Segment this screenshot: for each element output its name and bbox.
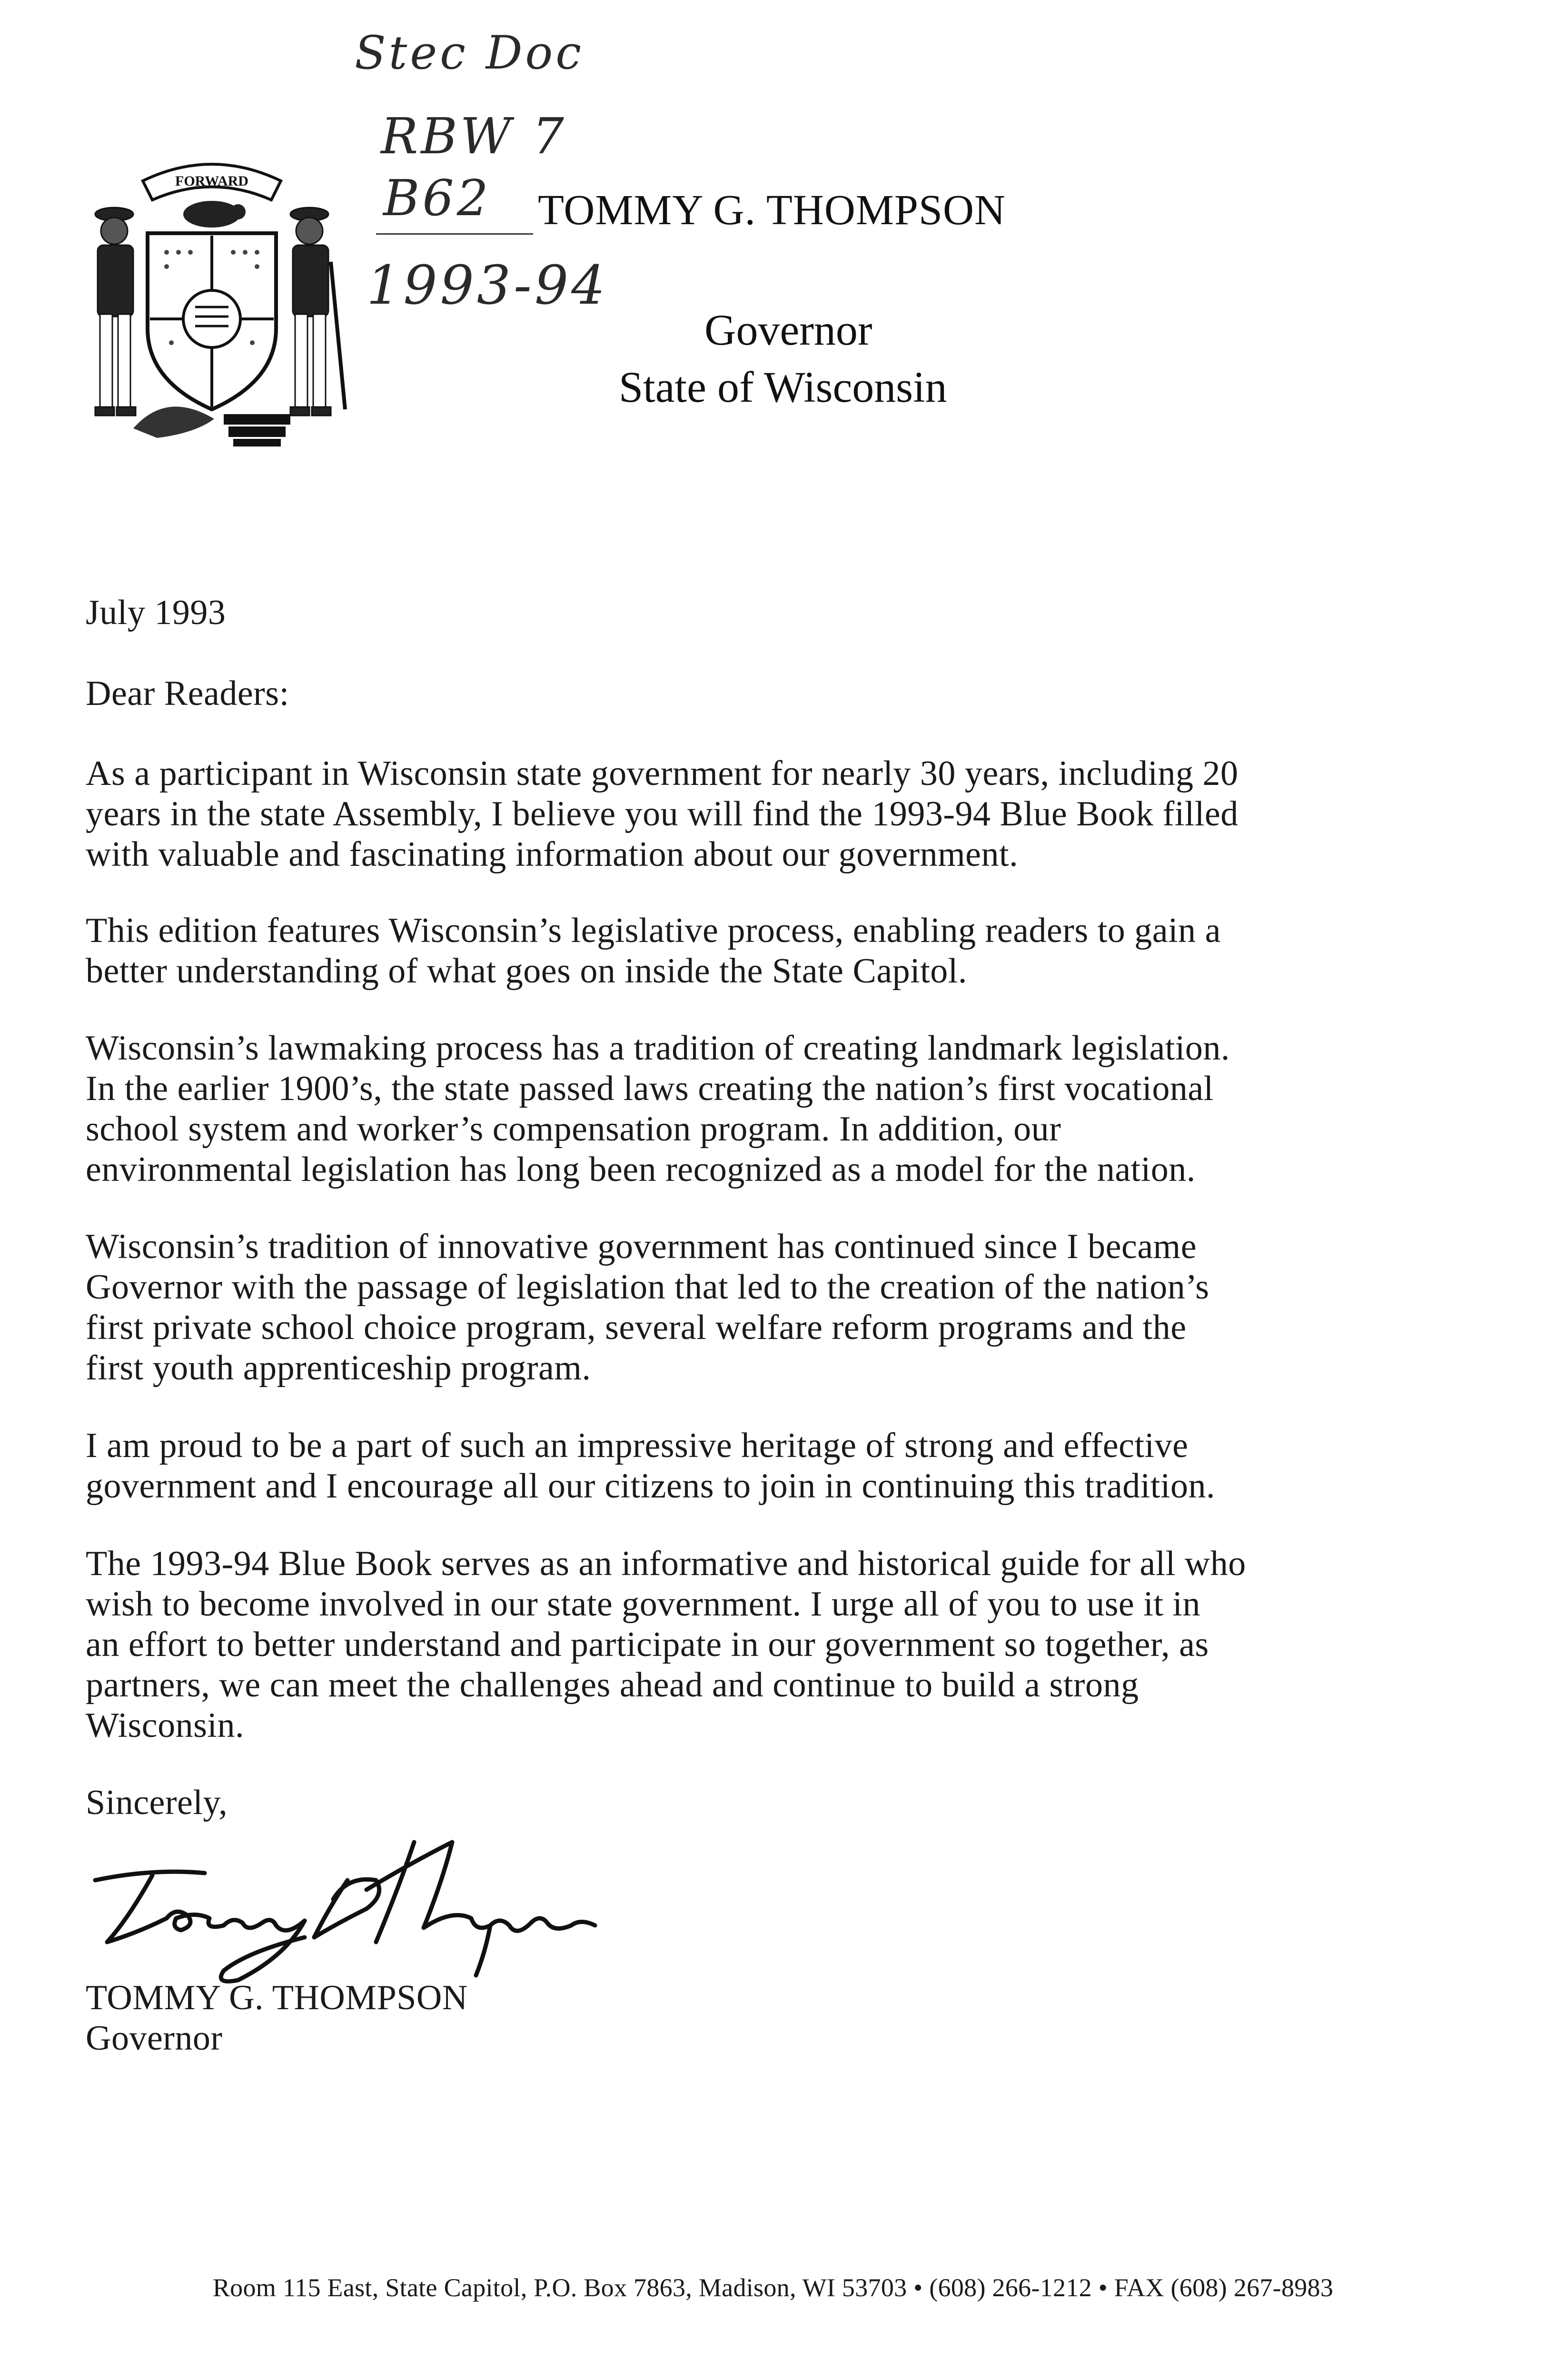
footer-address: Room 115 East, State Capitol, P.O. Box 7863, Madison, WI 53703 bbox=[212, 2273, 907, 2302]
paragraph-line: Governor with the passage of legislation that led to the creation of the nation’s bbox=[86, 1268, 1209, 1307]
bullet-separator: • bbox=[913, 2273, 923, 2302]
salutation: Dear Readers: bbox=[86, 674, 289, 713]
footer-phone: (608) 266-1212 bbox=[929, 2273, 1092, 2302]
paragraph-line: Wisconsin’s tradition of innovative government has continued since I became bbox=[86, 1227, 1197, 1266]
paragraph-line: As a participant in Wisconsin state government for nearly 30 years, including 20 bbox=[86, 754, 1239, 793]
footer-fax: FAX (608) 267-8983 bbox=[1114, 2273, 1334, 2302]
paragraph-line: better understanding of what goes on inside the State Capitol. bbox=[86, 952, 967, 991]
paragraph-line: partners, we can meet the challenges ahead and continue to build a strong bbox=[86, 1666, 1139, 1705]
paragraph-line: Wisconsin. bbox=[86, 1706, 244, 1745]
paragraph bbox=[86, 1227, 1380, 1388]
letterhead-title: Governor bbox=[704, 306, 872, 354]
footer-contact bbox=[0, 2273, 1546, 2302]
handwritten-annotation: RBW 7 bbox=[381, 107, 567, 165]
paragraph bbox=[86, 911, 1380, 992]
wisconsin-seal-icon bbox=[71, 143, 352, 447]
closing: Sincerely, bbox=[86, 1783, 228, 1822]
paragraph-line: The 1993-94 Blue Book serves as an informative and historical guide for all who bbox=[86, 1544, 1246, 1583]
handwritten-annotation: 1993-94 bbox=[367, 255, 608, 317]
annotation-underline bbox=[376, 233, 533, 235]
paragraph-line: wish to become involved in our state government. I urge all of you to use it in bbox=[86, 1585, 1200, 1624]
handwritten-annotation: Stec Doc bbox=[355, 26, 584, 79]
paragraph-line: In the earlier 1900’s, the state passed laws creating the nation’s first vocational bbox=[86, 1069, 1214, 1108]
paragraph-line: years in the state Assembly, I believe you will find the 1993-94 Blue Book filled bbox=[86, 794, 1239, 833]
paragraph-line: government and I encourage all our citizens to join in continuing this tradition. bbox=[86, 1467, 1215, 1506]
signature-image bbox=[81, 1823, 600, 1985]
signer-title: Governor bbox=[86, 2019, 223, 2058]
letter-date: July 1993 bbox=[86, 593, 226, 632]
paragraph-line: an effort to better understand and participate in our government so together, as bbox=[86, 1625, 1209, 1664]
handwritten-annotation: B62 bbox=[383, 169, 491, 227]
paragraph bbox=[86, 1544, 1380, 1746]
paragraph bbox=[86, 754, 1380, 875]
signer-name: TOMMY G. THOMPSON bbox=[86, 1978, 468, 2017]
paragraph bbox=[86, 1426, 1380, 1507]
letterhead-name: TOMMY G. THOMPSON bbox=[538, 187, 1006, 234]
paragraph bbox=[86, 1028, 1380, 1190]
seal-banner: FORWARD bbox=[175, 173, 248, 189]
paragraph-line: school system and worker’s compensation program. In addition, our bbox=[86, 1110, 1061, 1149]
paragraph-line: This edition features Wisconsin’s legislative process, enabling readers to gain a bbox=[86, 911, 1221, 950]
paragraph-line: with valuable and fascinating information about our government. bbox=[86, 835, 1019, 874]
letterhead-state: State of Wisconsin bbox=[619, 363, 947, 411]
paragraph-line: first youth apprenticeship program. bbox=[86, 1349, 591, 1388]
paragraph-line: I am proud to be a part of such an impressive heritage of strong and effective bbox=[86, 1426, 1189, 1465]
paragraph-line: Wisconsin’s lawmaking process has a tradition of creating landmark legislation. bbox=[86, 1029, 1230, 1068]
paragraph-line: first private school choice program, several welfare reform programs and the bbox=[86, 1308, 1187, 1347]
paragraph-line: environmental legislation has long been recognized as a model for the nation. bbox=[86, 1150, 1196, 1189]
bullet-separator: • bbox=[1098, 2273, 1108, 2302]
